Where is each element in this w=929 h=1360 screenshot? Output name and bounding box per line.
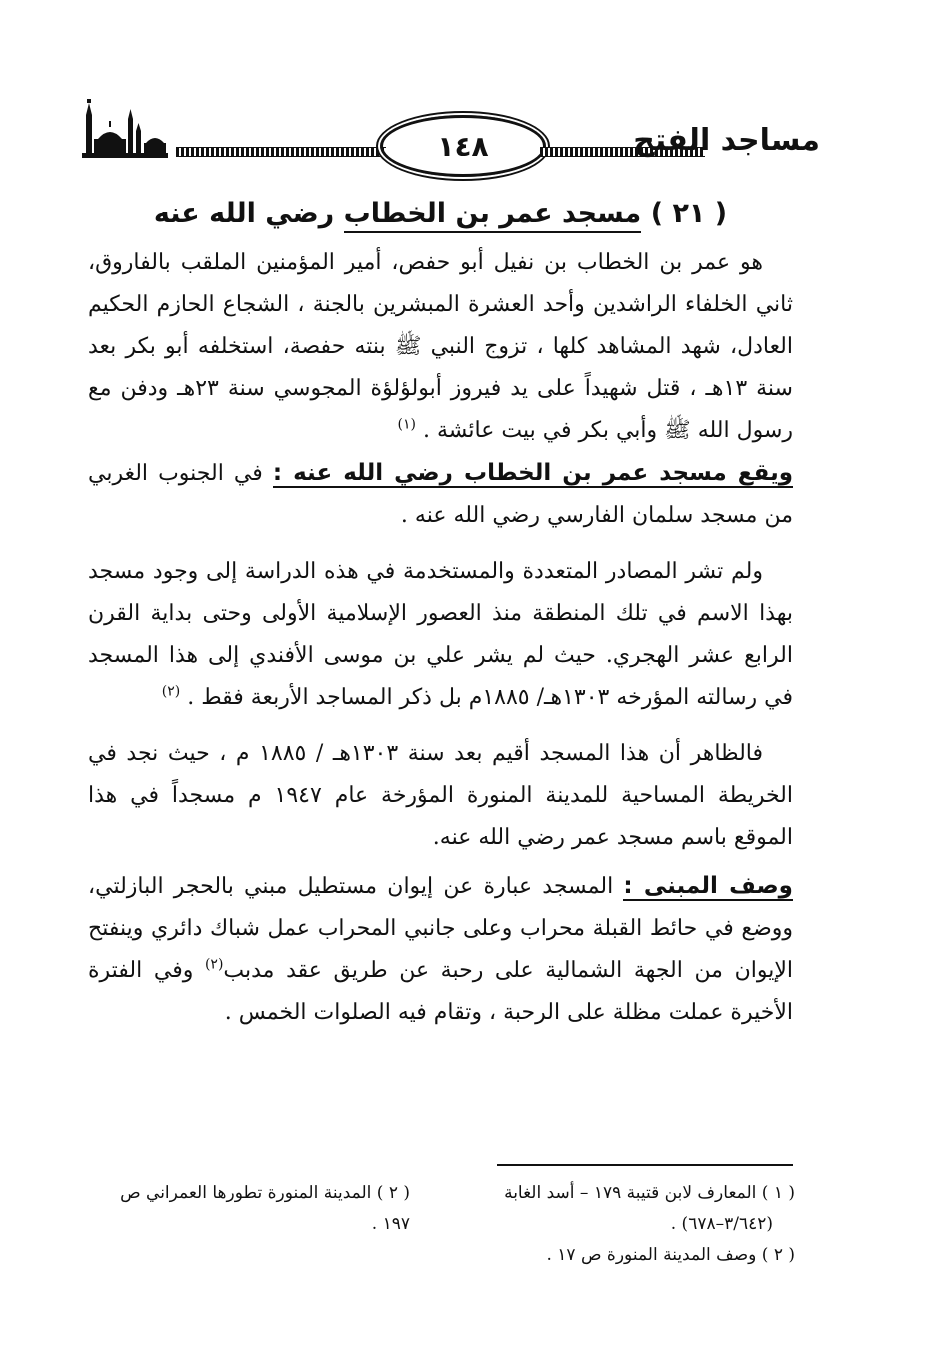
location-lead: ويقع مسجد عمر بن الخطاب رضي الله عنه : [272, 460, 794, 486]
footnote-2-alt-continued: ١٩٧ . [371, 1214, 410, 1234]
footnote-ref: (٢) [161, 683, 181, 700]
page-body [88, 190, 793, 1034]
description-text-end: وفي الفترة الأخيرة عملت مظلة على الرحبة ، وتقام فيه الصلوات الخمس . [88, 958, 793, 1025]
sources-text: ولم تشر المصادر المتعددة والمستخدمة في هذه الدراسة إلى وجود مسجد بهذا الاسم في تلك المنطقة منذ العصور الإسلامية الأولى وحتى بداية القرن الرابع عشر الهجري. حيث لم يشر علي بن موسى الأفندي إلى هذا المسجد في رسالته المؤرخه ١٣٠٣هـ/ ١٨٨٥م بل ذكر المساجد الأربعة فقط . [88, 559, 793, 710]
page-header [80, 95, 820, 175]
footnote-2-alt: ( ٢ ) المدينة المنورة تطورها العمراني ص [120, 1183, 410, 1203]
footnotes-right-column [465, 1178, 795, 1271]
apparent-text: فالظاهر أن هذا المسجد أقيم بعد سنة ١٣٠٣هـ / ١٨٨٥ م ، حيث نجد في الخريطة المساحية للمدينة المنورة المؤرخة عام ١٩٤٧ م مسجداً في هذا الموقع باسم مسجد عمر رضي الله عنه. [88, 741, 793, 850]
chapter-title-main: مسجد عمر بن الخطاب [344, 198, 642, 233]
footnote-ref: (١) [397, 416, 416, 433]
intro-paragraph [88, 242, 793, 452]
page-number: ١٤٨ [380, 115, 546, 177]
footnotes-left-column [80, 1178, 410, 1271]
footnote-ref: (٢) [204, 956, 224, 973]
chapter-number: ( ٢١ ) [650, 198, 728, 229]
description-paragraph [88, 865, 793, 1034]
chapter-title-rest: رضي الله عنه [153, 198, 335, 229]
location-text: في الجنوب الغربي من مسجد سلمان الفارسي رضي الله عنه . [88, 461, 793, 528]
book-title: مساجد الفتح [633, 123, 820, 158]
footnotes [80, 1178, 795, 1271]
description-text: المسجد عبارة عن إيوان مستطيل مبني بالحجر البازلتي، ووضع في حائط القبلة محراب وعلى جانبي المحراب عمل شباك دائري وينفتح الإيوان من الجهة الشمالية على رحبة عن طريق عقد مدبب [88, 874, 793, 983]
description-lead: وصف المبنى : [623, 873, 793, 899]
mosque-icon [80, 95, 170, 165]
sources-paragraph [88, 551, 793, 719]
chapter-title [88, 190, 793, 238]
intro-text: هو عمر بن الخطاب بن نفيل أبو حفص، أمير المؤمنين الملقب بالفاروق، ثاني الخلفاء الراشدين وأحد العشرة المبشرين بالجنة ، الشجاع الحازم الحكيم العادل، شهد المشاهد كلها ، تزوج النبي ﷺ بنته حفصة، استخلفه أبو بكر بعد سنة ١٣هـ ، قتل شهيداً على يد فيروز أبولؤلؤة المجوسي سنة ٢٣هـ ودفن مع رسول الله ﷺ وأبي بكر في بيت عائشة . [88, 250, 793, 443]
footnote-1: ( ١ ) المعارف لابن قتيبة ١٧٩ – أسد الغابة [504, 1183, 795, 1203]
apparent-paragraph [88, 733, 793, 859]
ornament-rule-left [176, 147, 386, 157]
footnote-1-continued: (٣/٦٤٢–٦٧٨) . [670, 1214, 773, 1234]
footnote-separator [497, 1164, 793, 1166]
footnote-2: ( ٢ ) وصف المدينة المنورة ص ١٧ . [546, 1245, 795, 1265]
location-paragraph [88, 452, 793, 537]
